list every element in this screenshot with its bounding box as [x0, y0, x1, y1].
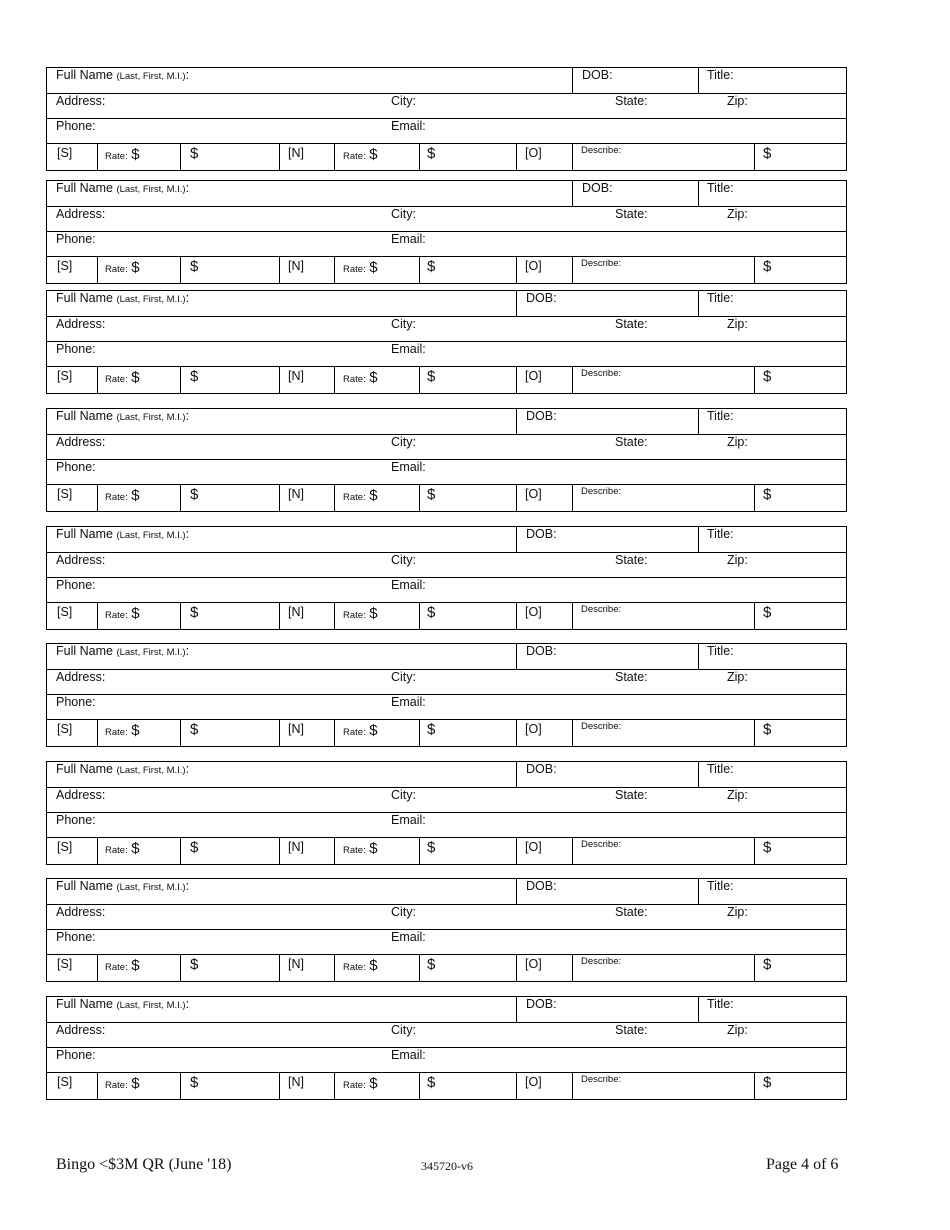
- s-rate-label: Rate: $: [105, 487, 140, 504]
- cell-divider: [572, 256, 573, 283]
- person-entry-block: [46, 180, 847, 284]
- o-amount-dollar: $: [763, 839, 772, 856]
- city-label: City:: [391, 317, 416, 331]
- s-amount-dollar: $: [190, 1074, 199, 1091]
- zip-label: Zip:: [727, 435, 748, 449]
- cell-divider: [334, 143, 335, 170]
- o-code-label: [O]: [525, 605, 542, 619]
- n-code-label: [N]: [288, 722, 304, 736]
- s-code-label: [S]: [57, 605, 73, 619]
- dob-label: DOB:: [526, 291, 557, 305]
- o-amount-dollar: $: [763, 368, 772, 385]
- n-amount-dollar: $: [427, 839, 436, 856]
- n-amount-dollar: $: [427, 956, 436, 973]
- s-amount-dollar: $: [190, 604, 199, 621]
- state-label: State:: [615, 317, 648, 331]
- dob-label: DOB:: [582, 68, 613, 82]
- phone-label: Phone:: [56, 930, 96, 944]
- email-label: Email:: [391, 930, 426, 944]
- s-code-label: [S]: [57, 722, 73, 736]
- footer-doc-id: 345720-v6: [421, 1159, 473, 1173]
- n-amount-dollar: $: [427, 486, 436, 503]
- describe-label: Describe:: [581, 956, 622, 967]
- full-name-label: Full Name (Last, First, M.I.):: [56, 181, 190, 195]
- cell-divider: [516, 837, 517, 864]
- city-label: City:: [391, 788, 416, 802]
- address-label: Address:: [56, 435, 106, 449]
- n-code-label: [N]: [288, 369, 304, 383]
- s-rate-label: Rate: $: [105, 369, 140, 386]
- state-label: State:: [615, 435, 648, 449]
- address-label: Address:: [56, 94, 106, 108]
- dob-label: DOB:: [526, 762, 557, 776]
- s-code-label: [S]: [57, 487, 73, 501]
- n-rate-label: Rate: $: [343, 957, 378, 974]
- cell-divider: [419, 1072, 420, 1099]
- n-amount-dollar: $: [427, 368, 436, 385]
- cell-divider: [97, 256, 98, 283]
- state-label: State:: [615, 670, 648, 684]
- zip-label: Zip:: [727, 670, 748, 684]
- s-rate-label: Rate: $: [105, 1075, 140, 1092]
- footer-form-name: Bingo <$3M QR (June '18): [56, 1156, 232, 1173]
- state-label: State:: [615, 553, 648, 567]
- cell-divider: [572, 719, 573, 746]
- s-code-label: [S]: [57, 259, 73, 273]
- cell-divider: [698, 997, 699, 1022]
- o-code-label: [O]: [525, 957, 542, 971]
- cell-divider: [279, 256, 280, 283]
- full-name-label: Full Name (Last, First, M.I.):: [56, 68, 190, 82]
- describe-label: Describe:: [581, 368, 622, 379]
- state-label: State:: [615, 905, 648, 919]
- n-rate-label: Rate: $: [343, 259, 378, 276]
- address-label: Address:: [56, 553, 106, 567]
- state-label: State:: [615, 1023, 648, 1037]
- row-divider: [47, 143, 846, 144]
- cell-divider: [334, 1072, 335, 1099]
- n-code-label: [N]: [288, 487, 304, 501]
- cell-divider: [334, 366, 335, 393]
- cell-divider: [754, 143, 755, 170]
- email-label: Email:: [391, 578, 426, 592]
- cell-divider: [572, 954, 573, 981]
- cell-divider: [754, 484, 755, 511]
- cell-divider: [516, 291, 517, 316]
- cell-divider: [97, 143, 98, 170]
- row-divider: [47, 837, 846, 838]
- o-code-label: [O]: [525, 722, 542, 736]
- dob-label: DOB:: [526, 409, 557, 423]
- full-name-label: Full Name (Last, First, M.I.):: [56, 762, 190, 776]
- dob-label: DOB:: [526, 997, 557, 1011]
- phone-label: Phone:: [56, 342, 96, 356]
- n-code-label: [N]: [288, 957, 304, 971]
- cell-divider: [97, 366, 98, 393]
- cell-divider: [572, 602, 573, 629]
- person-entry-block: [46, 996, 847, 1100]
- s-amount-dollar: $: [190, 368, 199, 385]
- row-divider: [47, 812, 846, 813]
- email-label: Email:: [391, 232, 426, 246]
- cell-divider: [419, 256, 420, 283]
- title-label: Title:: [707, 68, 734, 82]
- title-label: Title:: [707, 997, 734, 1011]
- n-amount-dollar: $: [427, 145, 436, 162]
- full-name-label: Full Name (Last, First, M.I.):: [56, 409, 190, 423]
- row-divider: [47, 719, 846, 720]
- dob-label: DOB:: [582, 181, 613, 195]
- cell-divider: [516, 997, 517, 1022]
- n-rate-label: Rate: $: [343, 722, 378, 739]
- cell-divider: [180, 256, 181, 283]
- cell-divider: [97, 719, 98, 746]
- o-code-label: [O]: [525, 1075, 542, 1089]
- cell-divider: [516, 366, 517, 393]
- n-code-label: [N]: [288, 1075, 304, 1089]
- address-label: Address:: [56, 788, 106, 802]
- row-divider: [47, 256, 846, 257]
- dob-label: DOB:: [526, 644, 557, 658]
- cell-divider: [279, 719, 280, 746]
- row-divider: [47, 954, 846, 955]
- zip-label: Zip:: [727, 207, 748, 221]
- cell-divider: [572, 143, 573, 170]
- row-divider: [47, 1047, 846, 1048]
- full-name-label: Full Name (Last, First, M.I.):: [56, 879, 190, 893]
- row-divider: [47, 459, 846, 460]
- n-code-label: [N]: [288, 259, 304, 273]
- zip-label: Zip:: [727, 94, 748, 108]
- cell-divider: [180, 1072, 181, 1099]
- address-label: Address:: [56, 905, 106, 919]
- email-label: Email:: [391, 342, 426, 356]
- cell-divider: [516, 644, 517, 669]
- s-rate-label: Rate: $: [105, 605, 140, 622]
- cell-divider: [516, 527, 517, 552]
- describe-label: Describe:: [581, 1074, 622, 1085]
- cell-divider: [516, 879, 517, 904]
- title-label: Title:: [707, 291, 734, 305]
- page-footer: [0, 1156, 950, 1176]
- row-divider: [47, 231, 846, 232]
- cell-divider: [754, 954, 755, 981]
- cell-divider: [516, 409, 517, 434]
- row-divider: [47, 341, 846, 342]
- n-amount-dollar: $: [427, 1074, 436, 1091]
- o-amount-dollar: $: [763, 604, 772, 621]
- cell-divider: [698, 291, 699, 316]
- cell-divider: [516, 602, 517, 629]
- cell-divider: [279, 837, 280, 864]
- n-amount-dollar: $: [427, 604, 436, 621]
- zip-label: Zip:: [727, 788, 748, 802]
- cell-divider: [698, 181, 699, 206]
- city-label: City:: [391, 553, 416, 567]
- person-entry-block: [46, 761, 847, 865]
- cell-divider: [754, 1072, 755, 1099]
- n-amount-dollar: $: [427, 721, 436, 738]
- phone-label: Phone:: [56, 119, 96, 133]
- o-amount-dollar: $: [763, 258, 772, 275]
- phone-label: Phone:: [56, 695, 96, 709]
- full-name-label: Full Name (Last, First, M.I.):: [56, 527, 190, 541]
- cell-divider: [754, 837, 755, 864]
- o-amount-dollar: $: [763, 1074, 772, 1091]
- cell-divider: [754, 256, 755, 283]
- title-label: Title:: [707, 762, 734, 776]
- email-label: Email:: [391, 119, 426, 133]
- cell-divider: [698, 879, 699, 904]
- person-entry-block: [46, 643, 847, 747]
- s-rate-label: Rate: $: [105, 957, 140, 974]
- o-amount-dollar: $: [763, 486, 772, 503]
- cell-divider: [97, 484, 98, 511]
- cell-divider: [698, 409, 699, 434]
- cell-divider: [419, 719, 420, 746]
- cell-divider: [419, 484, 420, 511]
- cell-divider: [419, 143, 420, 170]
- person-entry-block: [46, 526, 847, 630]
- cell-divider: [334, 719, 335, 746]
- cell-divider: [279, 602, 280, 629]
- phone-label: Phone:: [56, 813, 96, 827]
- city-label: City:: [391, 94, 416, 108]
- s-code-label: [S]: [57, 840, 73, 854]
- o-code-label: [O]: [525, 146, 542, 160]
- cell-divider: [279, 484, 280, 511]
- n-rate-label: Rate: $: [343, 840, 378, 857]
- person-entry-block: [46, 408, 847, 512]
- cell-divider: [698, 527, 699, 552]
- s-amount-dollar: $: [190, 721, 199, 738]
- cell-divider: [516, 954, 517, 981]
- cell-divider: [419, 602, 420, 629]
- describe-label: Describe:: [581, 145, 622, 156]
- address-label: Address:: [56, 1023, 106, 1037]
- address-label: Address:: [56, 317, 106, 331]
- phone-label: Phone:: [56, 232, 96, 246]
- cell-divider: [572, 837, 573, 864]
- cell-divider: [180, 484, 181, 511]
- n-rate-label: Rate: $: [343, 605, 378, 622]
- cell-divider: [516, 1072, 517, 1099]
- cell-divider: [334, 602, 335, 629]
- cell-divider: [97, 602, 98, 629]
- s-rate-label: Rate: $: [105, 259, 140, 276]
- email-label: Email:: [391, 460, 426, 474]
- o-code-label: [O]: [525, 487, 542, 501]
- s-amount-dollar: $: [190, 258, 199, 275]
- cell-divider: [572, 68, 573, 93]
- s-code-label: [S]: [57, 1075, 73, 1089]
- cell-divider: [698, 644, 699, 669]
- cell-divider: [180, 954, 181, 981]
- s-rate-label: Rate: $: [105, 722, 140, 739]
- cell-divider: [698, 762, 699, 787]
- cell-divider: [754, 602, 755, 629]
- row-divider: [47, 118, 846, 119]
- title-label: Title:: [707, 644, 734, 658]
- zip-label: Zip:: [727, 905, 748, 919]
- s-rate-label: Rate: $: [105, 146, 140, 163]
- city-label: City:: [391, 670, 416, 684]
- describe-label: Describe:: [581, 258, 622, 269]
- s-amount-dollar: $: [190, 839, 199, 856]
- s-code-label: [S]: [57, 957, 73, 971]
- cell-divider: [180, 143, 181, 170]
- cell-divider: [754, 366, 755, 393]
- cell-divider: [334, 837, 335, 864]
- cell-divider: [180, 837, 181, 864]
- person-entry-block: [46, 67, 847, 171]
- address-label: Address:: [56, 670, 106, 684]
- s-amount-dollar: $: [190, 486, 199, 503]
- n-rate-label: Rate: $: [343, 369, 378, 386]
- cell-divider: [419, 837, 420, 864]
- o-amount-dollar: $: [763, 721, 772, 738]
- zip-label: Zip:: [727, 553, 748, 567]
- cell-divider: [97, 1072, 98, 1099]
- row-divider: [47, 929, 846, 930]
- row-divider: [47, 602, 846, 603]
- person-entry-block: [46, 290, 847, 394]
- o-amount-dollar: $: [763, 145, 772, 162]
- person-entry-block: [46, 878, 847, 982]
- city-label: City:: [391, 207, 416, 221]
- dob-label: DOB:: [526, 527, 557, 541]
- cell-divider: [698, 68, 699, 93]
- zip-label: Zip:: [727, 317, 748, 331]
- cell-divider: [279, 1072, 280, 1099]
- row-divider: [47, 577, 846, 578]
- cell-divider: [334, 256, 335, 283]
- n-amount-dollar: $: [427, 258, 436, 275]
- cell-divider: [180, 602, 181, 629]
- describe-label: Describe:: [581, 486, 622, 497]
- cell-divider: [279, 954, 280, 981]
- s-rate-label: Rate: $: [105, 840, 140, 857]
- describe-label: Describe:: [581, 839, 622, 850]
- row-divider: [47, 694, 846, 695]
- email-label: Email:: [391, 695, 426, 709]
- title-label: Title:: [707, 879, 734, 893]
- n-code-label: [N]: [288, 605, 304, 619]
- o-code-label: [O]: [525, 840, 542, 854]
- city-label: City:: [391, 905, 416, 919]
- o-code-label: [O]: [525, 369, 542, 383]
- s-code-label: [S]: [57, 146, 73, 160]
- n-code-label: [N]: [288, 146, 304, 160]
- n-rate-label: Rate: $: [343, 487, 378, 504]
- zip-label: Zip:: [727, 1023, 748, 1037]
- cell-divider: [334, 954, 335, 981]
- s-amount-dollar: $: [190, 145, 199, 162]
- cell-divider: [97, 954, 98, 981]
- cell-divider: [754, 719, 755, 746]
- cell-divider: [516, 719, 517, 746]
- title-label: Title:: [707, 409, 734, 423]
- phone-label: Phone:: [56, 460, 96, 474]
- o-amount-dollar: $: [763, 956, 772, 973]
- email-label: Email:: [391, 813, 426, 827]
- state-label: State:: [615, 207, 648, 221]
- cell-divider: [572, 366, 573, 393]
- address-label: Address:: [56, 207, 106, 221]
- cell-divider: [516, 143, 517, 170]
- cell-divider: [334, 484, 335, 511]
- describe-label: Describe:: [581, 721, 622, 732]
- cell-divider: [180, 366, 181, 393]
- cell-divider: [279, 143, 280, 170]
- n-code-label: [N]: [288, 840, 304, 854]
- row-divider: [47, 366, 846, 367]
- state-label: State:: [615, 94, 648, 108]
- footer-page-number: Page 4 of 6: [766, 1156, 839, 1173]
- cell-divider: [180, 719, 181, 746]
- s-amount-dollar: $: [190, 956, 199, 973]
- full-name-label: Full Name (Last, First, M.I.):: [56, 644, 190, 658]
- row-divider: [47, 1072, 846, 1073]
- full-name-label: Full Name (Last, First, M.I.):: [56, 997, 190, 1011]
- cell-divider: [516, 484, 517, 511]
- cell-divider: [279, 366, 280, 393]
- city-label: City:: [391, 435, 416, 449]
- n-rate-label: Rate: $: [343, 1075, 378, 1092]
- cell-divider: [97, 837, 98, 864]
- s-code-label: [S]: [57, 369, 73, 383]
- cell-divider: [419, 366, 420, 393]
- title-label: Title:: [707, 181, 734, 195]
- cell-divider: [572, 484, 573, 511]
- phone-label: Phone:: [56, 1048, 96, 1062]
- email-label: Email:: [391, 1048, 426, 1062]
- describe-label: Describe:: [581, 604, 622, 615]
- o-code-label: [O]: [525, 259, 542, 273]
- row-divider: [47, 484, 846, 485]
- cell-divider: [572, 181, 573, 206]
- phone-label: Phone:: [56, 578, 96, 592]
- cell-divider: [572, 1072, 573, 1099]
- dob-label: DOB:: [526, 879, 557, 893]
- n-rate-label: Rate: $: [343, 146, 378, 163]
- cell-divider: [516, 256, 517, 283]
- title-label: Title:: [707, 527, 734, 541]
- full-name-label: Full Name (Last, First, M.I.):: [56, 291, 190, 305]
- state-label: State:: [615, 788, 648, 802]
- cell-divider: [419, 954, 420, 981]
- cell-divider: [516, 762, 517, 787]
- city-label: City:: [391, 1023, 416, 1037]
